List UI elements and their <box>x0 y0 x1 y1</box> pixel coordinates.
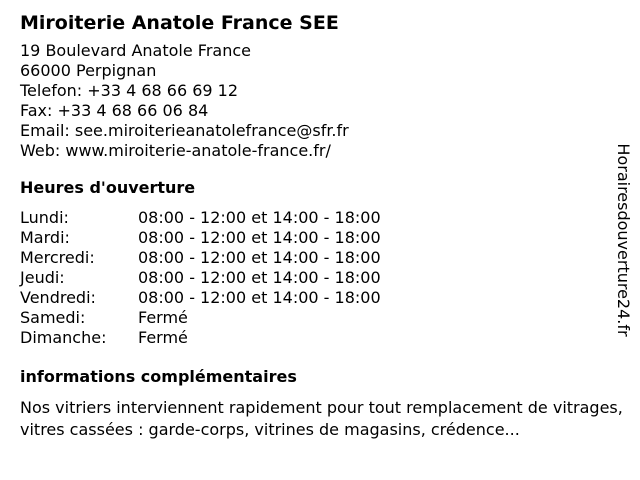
opening-hours-heading: Heures d'ouverture <box>20 178 196 197</box>
day-hours: 08:00 - 12:00 et 14:00 - 18:00 <box>138 228 381 247</box>
day-label: Vendredi: <box>20 288 96 307</box>
address-line1: 19 Boulevard Anatole France <box>20 41 251 60</box>
additional-info-heading: informations complémentaires <box>20 367 297 386</box>
day-label: Lundi: <box>20 208 69 227</box>
hours-row-monday <box>20 208 620 228</box>
day-hours: 08:00 - 12:00 et 14:00 - 18:00 <box>138 248 381 267</box>
day-label: Dimanche: <box>20 328 107 347</box>
opening-hours-list <box>20 208 620 348</box>
email-line: Email: see.miroiterieanatolefrance@sfr.fr <box>20 121 349 140</box>
additional-info-text: Nos vitriers interviennent rapidement pour tout remplacement de vitrages, vitres cassées : garde-corps, vitrines de magasins, crédence... <box>20 398 623 439</box>
business-name: Miroiterie Anatole France SEE <box>20 12 339 34</box>
hours-row-tuesday <box>20 228 620 248</box>
hours-row-friday <box>20 288 620 308</box>
hours-row-saturday <box>20 308 620 328</box>
day-label: Mardi: <box>20 228 70 247</box>
business-card <box>20 10 623 441</box>
day-hours: 08:00 - 12:00 et 14:00 - 18:00 <box>138 208 381 227</box>
hours-row-sunday <box>20 328 620 348</box>
day-label: Jeudi: <box>20 268 65 287</box>
address-line2: 66000 Perpignan <box>20 61 157 80</box>
fax-line: Fax: +33 4 68 66 06 84 <box>20 101 209 120</box>
site-watermark: Horairesdouverture24.fr <box>614 143 633 337</box>
phone-line: Telefon: +33 4 68 66 69 12 <box>20 81 239 100</box>
day-hours: Fermé <box>138 328 188 347</box>
web-line: Web: www.miroiterie-anatole-france.fr/ <box>20 141 331 160</box>
day-label: Samedi: <box>20 308 86 327</box>
day-label: Mercredi: <box>20 248 95 267</box>
hours-row-thursday <box>20 268 620 288</box>
day-hours: Fermé <box>138 308 188 327</box>
day-hours: 08:00 - 12:00 et 14:00 - 18:00 <box>138 288 381 307</box>
hours-row-wednesday <box>20 248 620 268</box>
day-hours: 08:00 - 12:00 et 14:00 - 18:00 <box>138 268 381 287</box>
